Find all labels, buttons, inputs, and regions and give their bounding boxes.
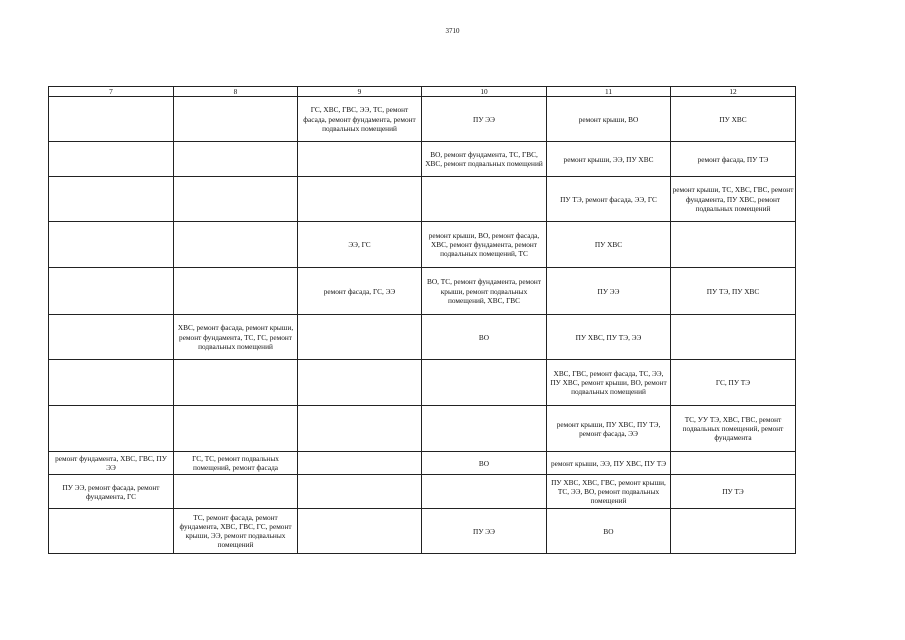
table-cell (174, 177, 298, 222)
table-cell: ПУ ЭЭ (422, 97, 547, 142)
table-cell (49, 315, 174, 360)
table-cell: ВО (422, 452, 547, 475)
table-cell (422, 475, 547, 509)
table-cell: ХВС, ремонт фасада, ремонт крыши, ремонт фундамента, ТС, ГС, ремонт подвальных помещений (174, 315, 298, 360)
table-cell (298, 406, 422, 452)
table-cell: ТС, ремонт фасада, ремонт фундамента, ХВС, ГВС, ГС, ремонт крыши, ЭЭ, ремонт подвальных помещений (174, 509, 298, 554)
table-cell (49, 222, 174, 268)
page-number: 3710 (445, 27, 460, 35)
table-cell: ВО (547, 509, 671, 554)
table-cell: ремонт фундамента, ХВС, ГВС, ПУ ЭЭ (49, 452, 174, 475)
table-cell: ПУ ХВС (547, 222, 671, 268)
table-cell (174, 406, 298, 452)
table-cell (298, 142, 422, 177)
table-cell: ПУ ХВС, ХВС, ГВС, ремонт крыши, ТС, ЭЭ, ВО, ремонт подвальных помещений (547, 475, 671, 509)
table-cell (422, 406, 547, 452)
table-row (49, 475, 796, 509)
table-cell: ремонт крыши, ВО (547, 97, 671, 142)
table-cell: ПУ ХВС, ПУ ТЭ, ЭЭ (547, 315, 671, 360)
table-cell (49, 177, 174, 222)
table-cell (49, 509, 174, 554)
table-cell (298, 509, 422, 554)
table-cell: ВО, ремонт фундамента, ТС, ГВС, ХВС, ремонт подвальных помещений (422, 142, 547, 177)
table-row (49, 97, 796, 142)
table-cell: ПУ ЭЭ (547, 268, 671, 315)
table-cell: ремонт крыши, ЭЭ, ПУ ХВС (547, 142, 671, 177)
table-cell (174, 142, 298, 177)
table-cell: ПУ ТЭ, ремонт фасада, ЭЭ, ГС (547, 177, 671, 222)
table-cell: ремонт крыши, ВО, ремонт фасада, ХВС, ремонт фундамента, ремонт подвальных помещений, ТС (422, 222, 547, 268)
table-cell (49, 268, 174, 315)
table-cell: ПУ ТЭ, ПУ ХВС (671, 268, 796, 315)
column-header-12: 12 (671, 87, 796, 97)
table-cell: ПУ ТЭ (671, 475, 796, 509)
table-row (49, 360, 796, 406)
table-cell (671, 222, 796, 268)
table-cell: ПУ ХВС (671, 97, 796, 142)
table-cell (49, 406, 174, 452)
works-table (48, 86, 796, 554)
table-row (49, 222, 796, 268)
table-cell: ЭЭ, ГС (298, 222, 422, 268)
table-cell (671, 509, 796, 554)
table-cell: ТС, УУ ТЭ, ХВС, ГВС, ремонт подвальных помещений, ремонт фундамента (671, 406, 796, 452)
table-cell (174, 222, 298, 268)
table-cell: ремонт фасада, ПУ ТЭ (671, 142, 796, 177)
column-header-9: 9 (298, 87, 422, 97)
table-cell (174, 268, 298, 315)
table-cell (174, 475, 298, 509)
column-header-11: 11 (547, 87, 671, 97)
table-row (49, 315, 796, 360)
table-cell: ХВС, ГВС, ремонт фасада, ТС, ЭЭ, ПУ ХВС, ремонт крыши, ВО, ремонт подвальных помещений (547, 360, 671, 406)
table-cell (298, 315, 422, 360)
table-cell (298, 360, 422, 406)
table-cell (49, 142, 174, 177)
table-row (49, 177, 796, 222)
table-cell: ВО, ТС, ремонт фундамента, ремонт крыши, ремонт подвальных помещений, ХВС, ГВС (422, 268, 547, 315)
column-header-8: 8 (174, 87, 298, 97)
table-cell: ремонт крыши, ПУ ХВС, ПУ ТЭ, ремонт фасада, ЭЭ (547, 406, 671, 452)
table-cell (298, 177, 422, 222)
table-cell (49, 97, 174, 142)
column-header-10: 10 (422, 87, 547, 97)
table-cell (49, 360, 174, 406)
table-cell (298, 475, 422, 509)
table-cell (671, 315, 796, 360)
table-cell: ГС, ПУ ТЭ (671, 360, 796, 406)
table-cell (671, 452, 796, 475)
table-row (49, 268, 796, 315)
table-cell: ГС, ТС, ремонт подвальных помещений, ремонт фасада (174, 452, 298, 475)
table-cell: ремонт фасада, ГС, ЭЭ (298, 268, 422, 315)
table-row (49, 509, 796, 554)
table-cell: ВО (422, 315, 547, 360)
table-row (49, 406, 796, 452)
table-row (49, 142, 796, 177)
table-cell (174, 360, 298, 406)
column-header-7: 7 (49, 87, 174, 97)
table-cell (298, 452, 422, 475)
table-cell: ГС, ХВС, ГВС, ЭЭ, ТС, ремонт фасада, ремонт фундамента, ремонт подвальных помещений (298, 97, 422, 142)
table-cell (422, 177, 547, 222)
table-cell: ремонт крыши, ТС, ХВС, ГВС, ремонт фундамента, ПУ ХВС, ремонт подвальных помещений (671, 177, 796, 222)
table-cell (422, 360, 547, 406)
table-cell: ремонт крыши, ЭЭ, ПУ ХВС, ПУ ТЭ (547, 452, 671, 475)
table-cell (174, 97, 298, 142)
header-row (49, 87, 796, 97)
table-cell: ПУ ЭЭ, ремонт фасада, ремонт фундамента, ГС (49, 475, 174, 509)
table-row (49, 452, 796, 475)
table-cell: ПУ ЭЭ (422, 509, 547, 554)
